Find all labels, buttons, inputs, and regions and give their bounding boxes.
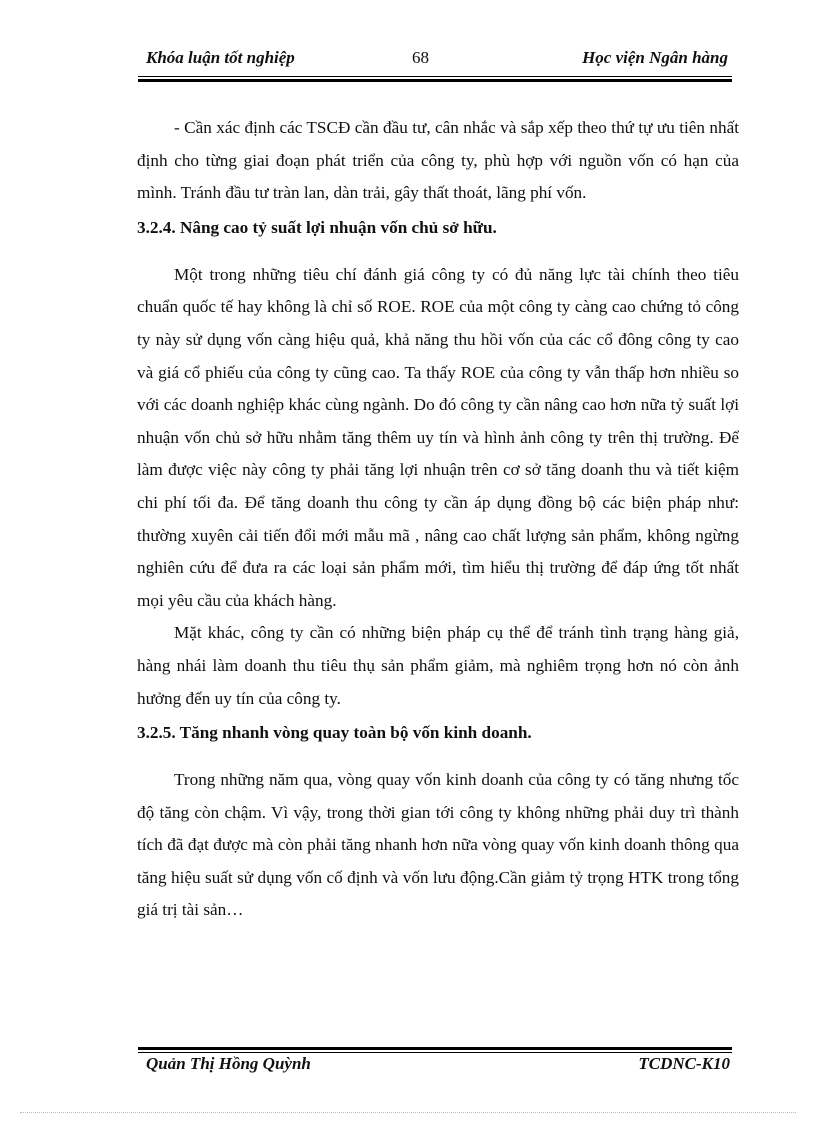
- section-heading-3-2-5: 3.2.5. Tăng nhanh vòng quay toàn bộ vốn kinh doanh.: [137, 723, 532, 743]
- header-institution: Học viện Ngân hàng: [582, 48, 728, 67]
- document-body: [137, 112, 739, 927]
- paragraph-fixed-assets: - Cần xác định các TSCĐ cần đầu tư, cân nhắc và sắp xếp theo thứ tự ưu tiên nhất định cho từng giai đoạn phát triển của công ty, phù hợp với nguồn vốn có hạn của mình. Tránh đầu tư tràn lan, dàn trải, gây thất thoát, lãng phí vốn.: [137, 118, 739, 203]
- header-rule-thick: [138, 79, 732, 82]
- header-thesis-title: Khóa luận tốt nghiệp: [146, 48, 295, 67]
- paragraph-roe: Một trong những tiêu chí đánh giá công ty có đủ năng lực tài chính theo tiêu chuẩn quốc tế hay không là chỉ số ROE. ROE của một công ty càng cao chứng tỏ công ty này sử dụng vốn càng hiệu quả, khả năng thu hồi vốn của các cổ đông công ty cao và giá cổ phiếu của công ty cũng cao. Ta thấy ROE của công ty vẫn thấp hơn nhiều so với các doanh nghiệp khác cùng ngành. Do đó công ty cần nâng cao hơn nữa tỷ suất lợi nhuận vốn chủ sở hữu nhằm tăng thêm uy tín và hình ảnh công ty trên thị trường. Để làm được việc này công ty phải tăng lợi nhuận trên cơ sở tăng doanh thu và tiết kiệm chi phí tối đa. Để tăng doanh thu công ty cần áp dụng đồng bộ các biện pháp như: thường xuyên cải tiến đổi mới mẫu mã , nâng cao chất lượng sản phẩm, không ngừng nghiên cứu để đưa ra các loại sản phẩm mới, tìm hiểu thị trường để đáp ứng tốt nhất mọi yêu cầu của khách hàng.: [137, 264, 739, 610]
- page-header: [138, 44, 732, 74]
- header-rule-thin: [138, 76, 732, 77]
- section-heading-3-2-4: 3.2.4. Nâng cao tỷ suất lợi nhuận vốn chủ sở hữu.: [137, 217, 497, 237]
- page-number: 68: [412, 48, 429, 67]
- paragraph-counterfeit: Mặt khác, công ty cần có những biện pháp cụ thể để tránh tình trạng hàng giả, hàng nhái làm doanh thu tiêu thụ sản phẩm giảm, mà nghiêm trọng hơn nó còn ảnh hưởng đến uy tín của công ty.: [137, 623, 739, 708]
- paragraph-capital-turnover: Trong những năm qua, vòng quay vốn kinh doanh của công ty có tăng nhưng tốc độ tăng còn chậm. Vì vậy, trong thời gian tới công ty không những phải duy trì thành tích đã đạt được mà còn phải tăng nhanh hơn nữa vòng quay vốn kinh doanh thông qua tăng hiệu suất sử dụng vốn cố định và vốn lưu động.Cần giảm tỷ trọng HTK trong tổng giá trị tài sản…: [137, 770, 739, 920]
- footer-author: Quản Thị Hồng Quỳnh: [146, 1054, 311, 1073]
- page-footer: [138, 1050, 732, 1080]
- footer-class-code: TCDNC-K10: [638, 1054, 730, 1073]
- page-bottom-border: [20, 1112, 796, 1113]
